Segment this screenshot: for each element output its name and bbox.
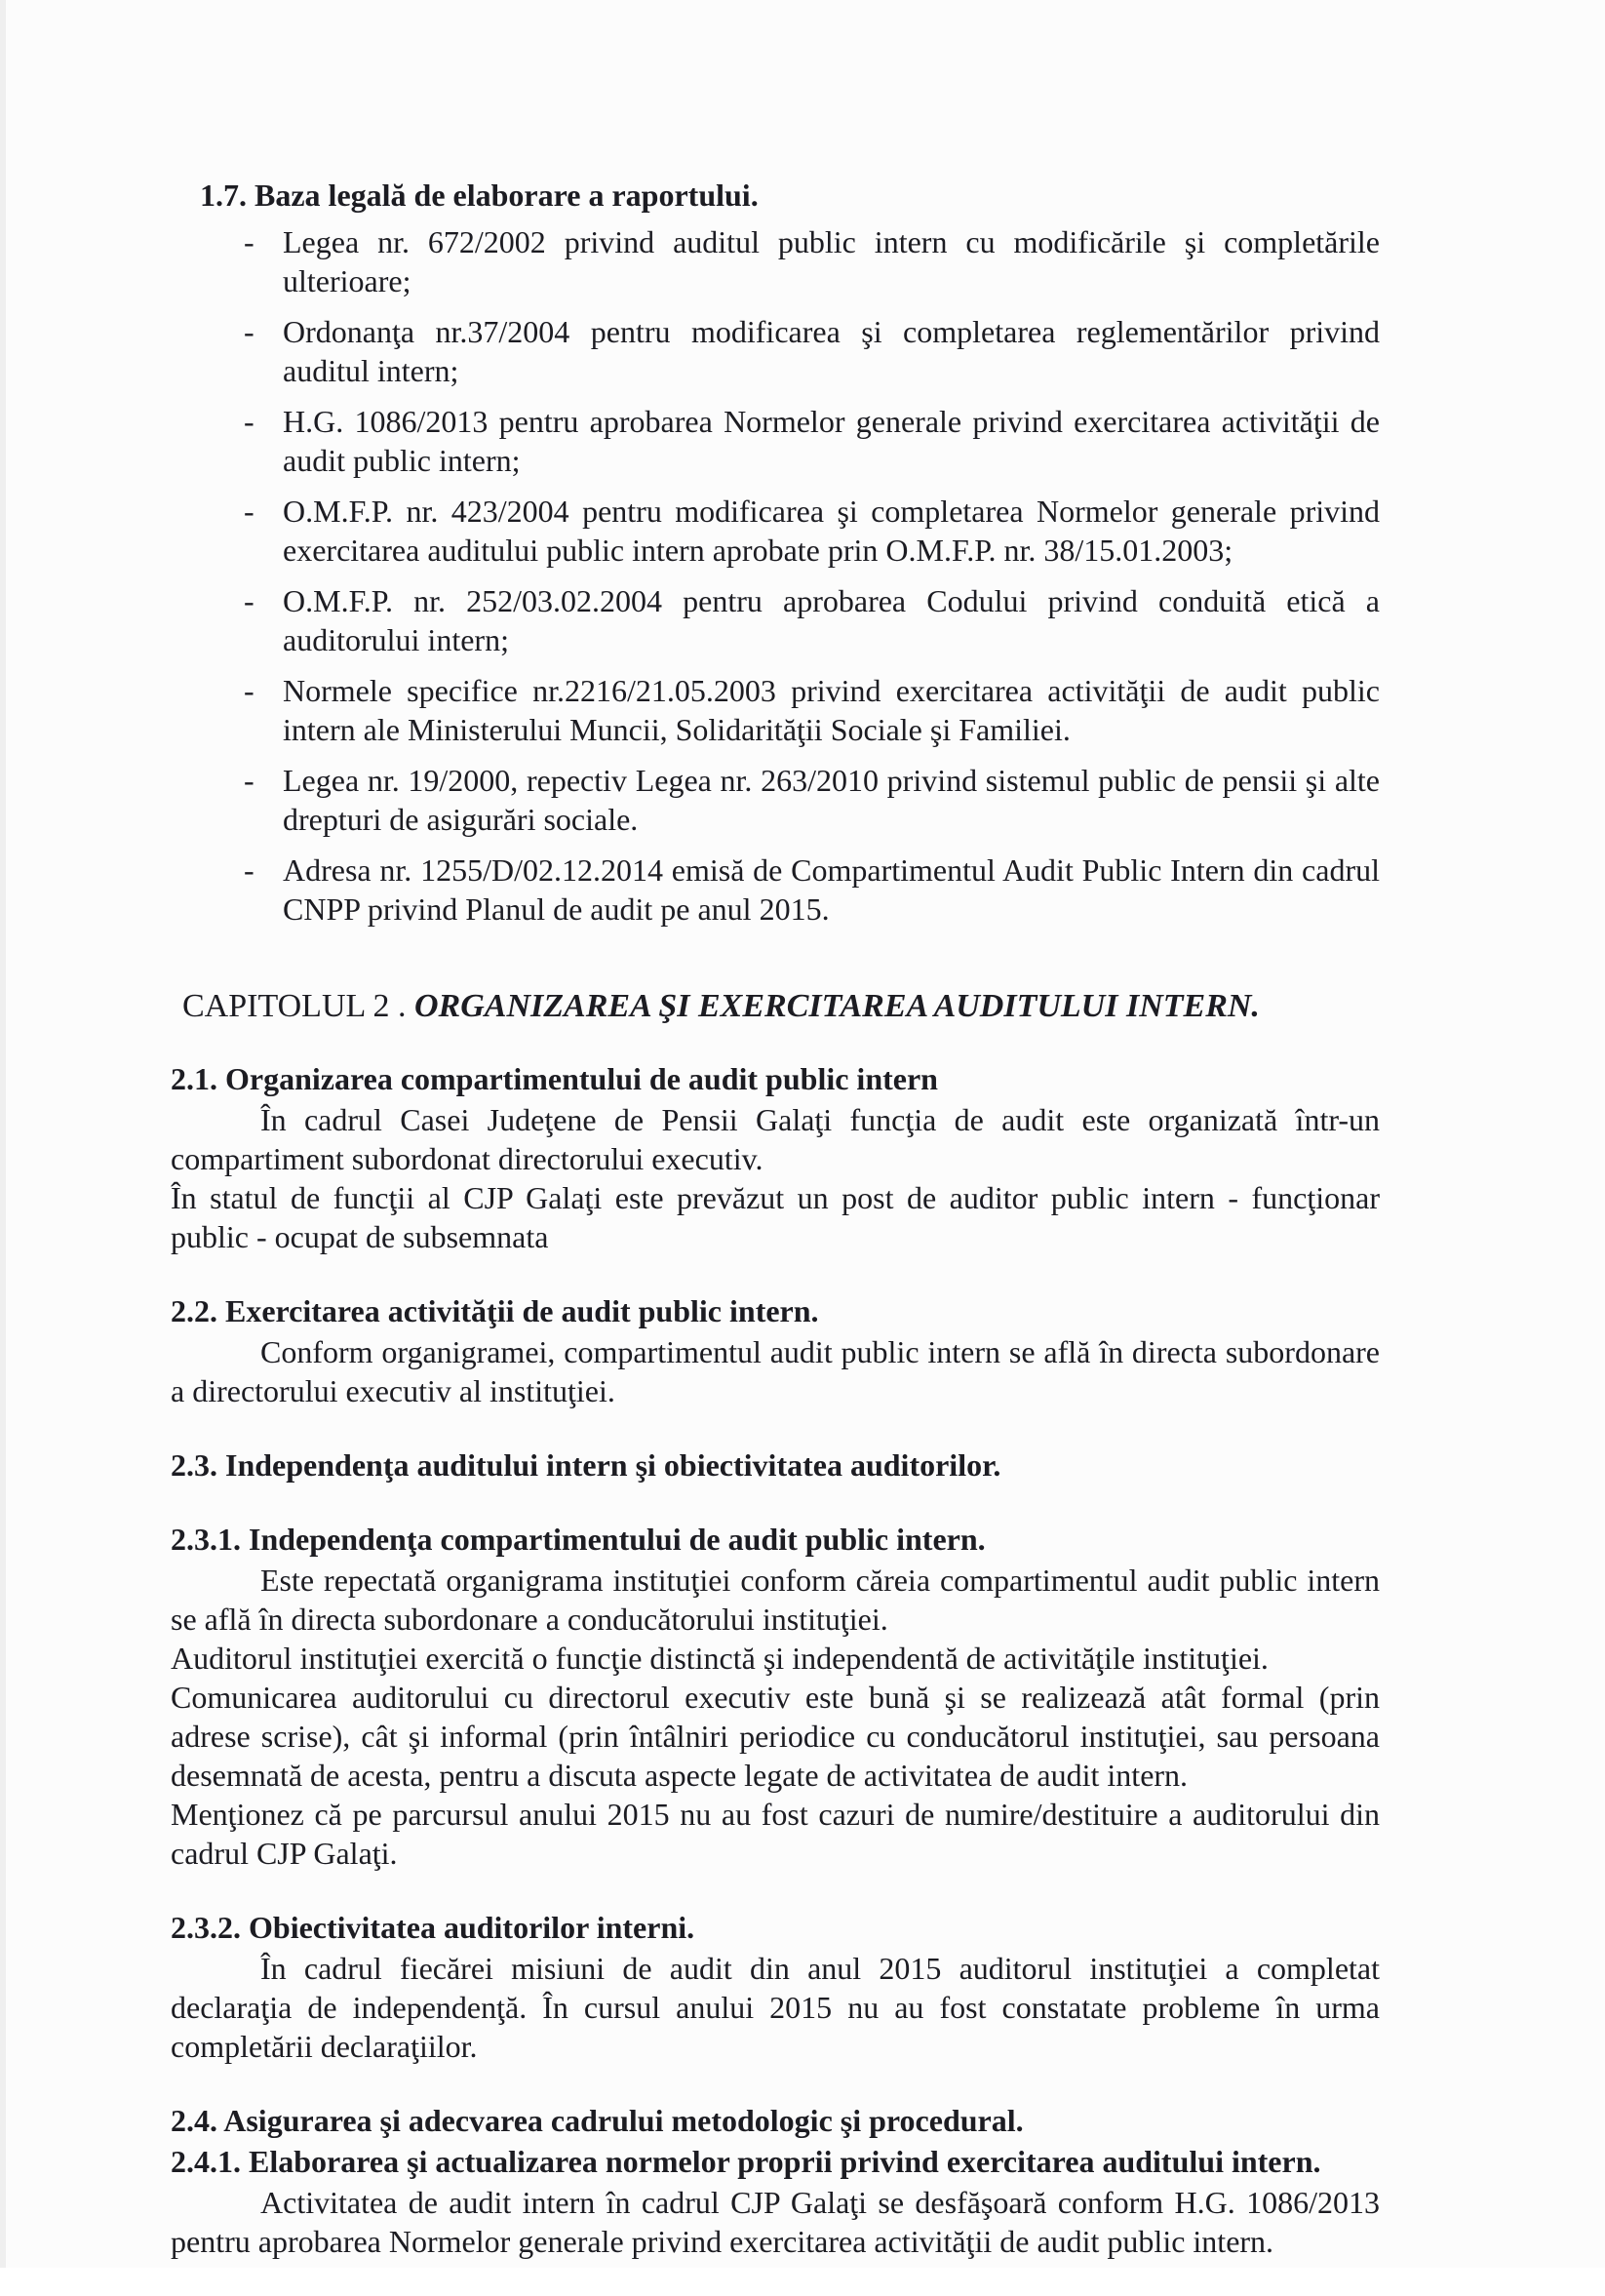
legal-basis-item: - O.M.F.P. nr. 423/2004 pentru modificarea şi completarea Normelor generale privind exercitarea auditului public intern aprobate prin O.M.F.P. nr. 38/15.01.2003; [244, 494, 1380, 568]
paragraph: Conform organigramei, compartimentul audit public intern se află în directa subordonare a directorului executiv al instituţiei. [171, 1334, 1380, 1408]
section-2-4 [171, 2101, 1380, 2140]
legal-basis-item: - Ordonanţa nr.37/2004 pentru modificarea şi completarea reglementărilor privind auditul intern; [244, 314, 1380, 388]
section-1-7-heading: 1.7. Baza legală de elaborare a raportului. [200, 178, 759, 213]
legal-basis-item: - O.M.F.P. nr. 252/03.02.2004 pentru aprobarea Codului privind conduită etică a auditorului intern; [244, 583, 1380, 657]
section-2-4-1-heading: 2.4.1. Elaborarea şi actualizarea normelor proprii privind exercitarea auditului intern. [171, 2144, 1321, 2179]
section-2-4-1 [171, 2142, 1380, 2261]
paragraph: În statul de funcţii al CJP Galaţi este prevăzut un post de auditor public intern - funcţionar public - ocupat de subsemnata [171, 1180, 1380, 1254]
section-2-3 [171, 1445, 1380, 1484]
section-2-3-1-heading: 2.3.1. Independenţa compartimentului de audit public intern. [171, 1522, 986, 1557]
section-2-2-heading: 2.2. Exercitarea activităţii de audit public intern. [171, 1293, 819, 1328]
paragraph: Este repectată organigrama instituţiei conform căreia compartimentul audit public intern se află în directa subordonare a conducătorului instituţiei. [171, 1563, 1380, 1637]
paragraph: Comunicarea auditorului cu directorul executiv este bună şi se realizează atât formal (prin adrese scrise), cât şi informal (prin întâlniri periodice cu conducătorul instituţiei, sau persoana desemnată de acesta, pentru a discuta aspecte legate de activitatea de audit intern. [171, 1680, 1380, 1793]
legal-basis-item: - H.G. 1086/2013 pentru aprobarea Normelor generale privind exercitarea activităţii de audit public intern; [244, 404, 1380, 478]
paragraph: Activitatea de audit intern în cadrul CJP Galaţi se desfăşoară conform H.G. 1086/2013 pentru aprobarea Normelor generale privind exercitarea activităţii de audit public intern. [171, 2185, 1380, 2259]
chapter-label: CAPITOLUL 2 . [182, 988, 407, 1024]
section-2-3-heading: 2.3. Independenţa auditului intern şi obiectivitatea auditorilor. [171, 1447, 1001, 1483]
paragraph: Auditorul instituţiei exercită o funcţie distinctă şi independentă de activităţile instituţiei. [171, 1641, 1269, 1676]
legal-basis-item: - Legea nr. 672/2002 privind auditul public intern cu modificările şi completările ulterioare; [244, 224, 1380, 298]
section-2-1-heading: 2.1. Organizarea compartimentului de audit public intern [171, 1061, 938, 1096]
section-2-2 [171, 1291, 1380, 1410]
legal-basis-list [171, 222, 1380, 929]
legal-basis-item: - Adresa nr. 1255/D/02.12.2014 emisă de Compartimentul Audit Public Intern din cadrul CNPP privind Planul de audit pe anul 2015. [244, 852, 1380, 927]
chapter-title: ORGANIZAREA ŞI EXERCITAREA AUDITULUI INTERN. [414, 988, 1260, 1024]
legal-basis-item: - Legea nr. 19/2000, repectiv Legea nr. 263/2010 privind sistemul public de pensii şi alte drepturi de asigurări sociale. [244, 763, 1380, 837]
section-2-3-2 [171, 1908, 1380, 2066]
section-2-3-2-heading: 2.3.2. Obiectivitatea auditorilor interni. [171, 1910, 695, 1945]
chapter-heading [182, 987, 1380, 1026]
section-2-3-1 [171, 1520, 1380, 1873]
paragraph: În cadrul Casei Judeţene de Pensii Galaţi funcţia de audit este organizată într-un compartiment subordonat directorului executiv. [171, 1102, 1380, 1176]
section-2-1 [171, 1059, 1380, 1256]
scan-edge [0, 0, 6, 2268]
legal-basis-item: - Normele specifice nr.2216/21.05.2003 privind exercitarea activităţii de audit public intern ale Ministerului Muncii, Solidarităţii Sociale şi Familiei. [244, 673, 1380, 747]
section-2-4-heading: 2.4. Asigurarea şi adecvarea cadrului metodologic şi procedural. [171, 2103, 1024, 2138]
paragraph: În cadrul fiecărei misiuni de audit din anul 2015 auditorul instituţiei a completat declaraţia de independenţă. În cursul anului 2015 nu au fost constatate probleme în urma completării declaraţiilor. [171, 1951, 1380, 2064]
document-body [171, 176, 1380, 2296]
paragraph: Menţionez că pe parcursul anului 2015 nu au fost cazuri de numire/destituire a auditorului din cadrul CJP Galaţi. [171, 1797, 1380, 1871]
